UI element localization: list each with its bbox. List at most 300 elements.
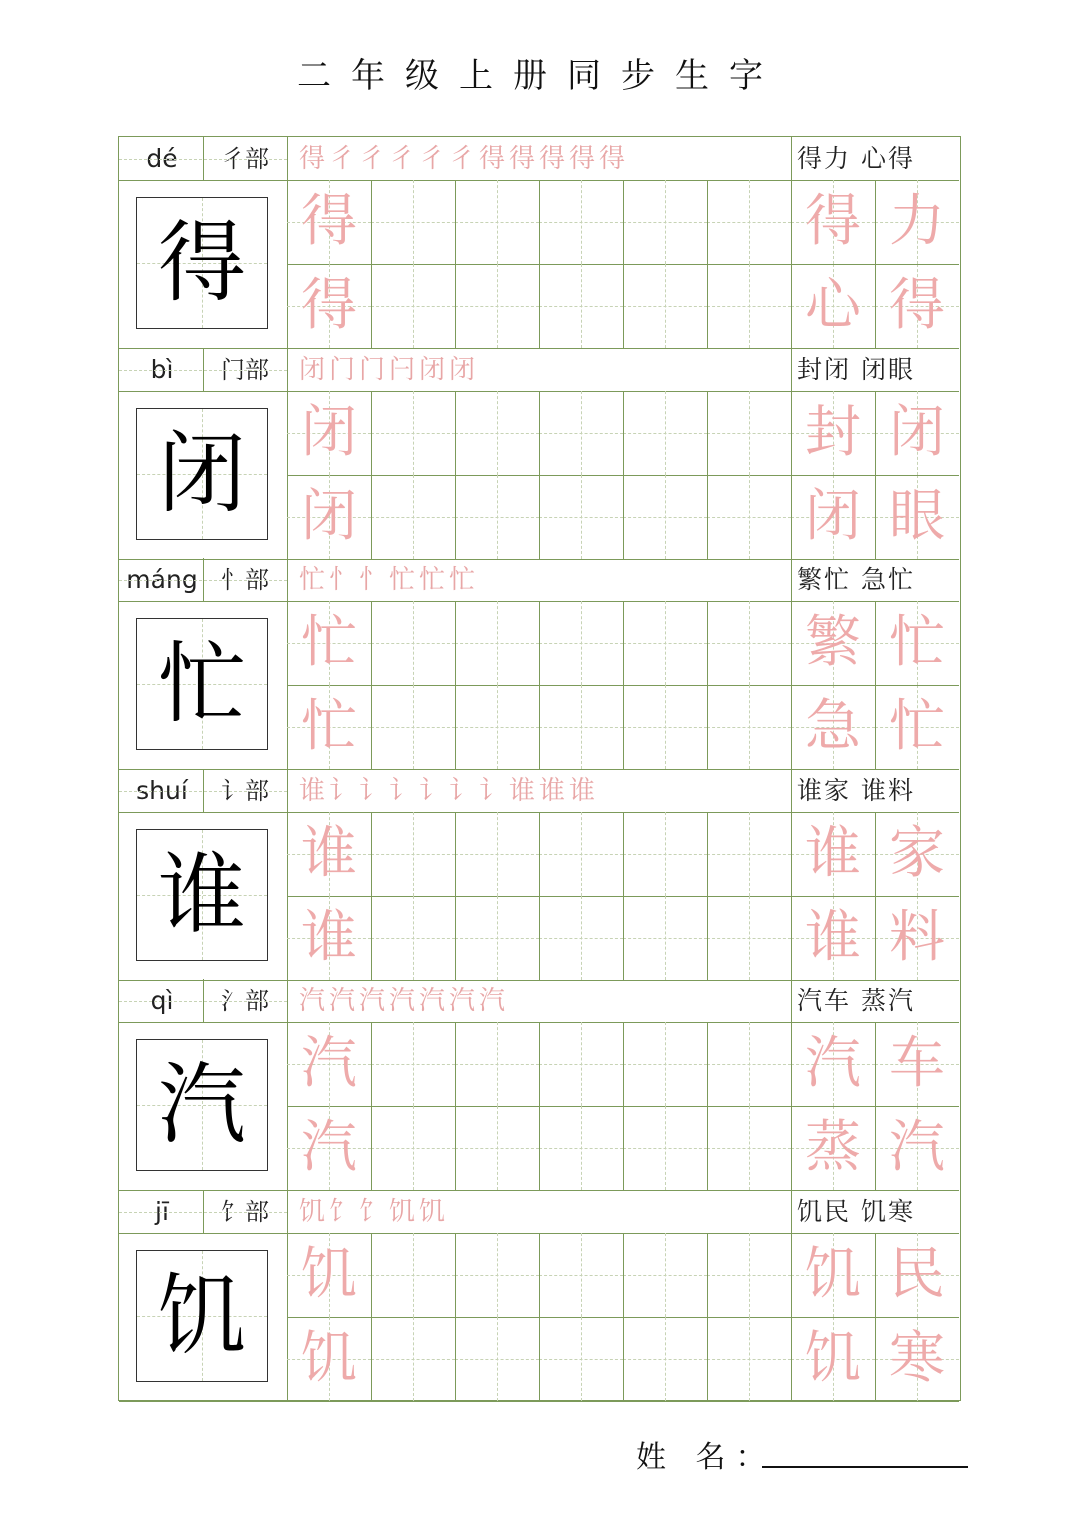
word-trace-character: 汽 [889,1115,945,1180]
grid-line [623,685,624,769]
grid-line [623,1022,624,1106]
grid-line [371,180,372,264]
practice-cell[interactable] [371,1317,455,1401]
practice-cell[interactable] [539,475,623,559]
guide-line [581,264,582,348]
practice-sheet [118,136,961,1401]
guide-line [581,1022,582,1106]
guide-line [749,1106,750,1190]
practice-cell[interactable] [455,1233,539,1317]
grid-line [455,1106,456,1190]
practice-cell[interactable] [287,180,371,264]
guide-line [413,896,414,980]
practice-cell[interactable] [539,264,623,348]
practice-cell[interactable] [623,475,707,559]
grid-line [707,264,708,348]
grid-line [791,1106,959,1107]
word-cell[interactable] [791,601,875,685]
stroke-order: 谁讠讠讠讠讠讠谁谁谁 [299,775,600,806]
pinyin-label: shuí [136,775,188,805]
word-cell[interactable] [875,896,959,980]
radical-label: 忄部 [221,566,269,594]
grid-line [707,391,708,475]
guide-line [119,159,287,160]
word-trace-character: 民 [889,1241,945,1307]
guide-line [665,1022,666,1106]
word-trace-character: 忙 [889,694,945,759]
guide-line [581,475,582,559]
grid-line [539,391,540,475]
grid-line [791,685,959,686]
guide-line [749,685,750,769]
practice-cell[interactable] [623,1022,707,1106]
practice-cell[interactable] [371,896,455,980]
guide-line [497,1317,498,1401]
grid-line [539,896,540,980]
word-trace-character: 封 [805,399,861,465]
guide-line [665,601,666,685]
practice-cell[interactable] [707,1233,791,1317]
grid-line [455,180,456,264]
trace-character: 忙 [301,694,357,759]
trace-character: 汽 [301,1031,357,1096]
guide-line [581,1106,582,1190]
word-cell[interactable] [791,1022,875,1106]
grid-line [371,264,372,348]
model-character-box [136,618,268,750]
word-trace-character: 闭 [805,483,861,549]
example-words: 谁家 谁料 [797,775,915,805]
practice-cell[interactable] [455,896,539,980]
stroke-order: 闭门门闩闭闭 [299,354,480,385]
grid-line [371,685,372,769]
word-cell[interactable] [791,391,875,475]
practice-cell[interactable] [539,812,623,896]
grid-line [455,1233,456,1317]
radical-label: 饣部 [221,1197,269,1226]
practice-cell[interactable] [371,264,455,348]
practice-cell[interactable] [707,1106,791,1190]
guide-line [749,896,750,980]
practice-cell[interactable] [455,475,539,559]
grid-line [539,1022,540,1106]
grid-line [371,1106,372,1190]
practice-cell[interactable] [539,601,623,685]
trace-character: 得 [301,273,357,338]
radical-label: 彳部 [221,145,269,173]
word-trace-character: 饥 [805,1241,861,1307]
guide-line [749,475,750,559]
word-cell[interactable] [791,1317,875,1401]
word-cell[interactable] [875,264,959,348]
word-cell[interactable] [875,1106,959,1190]
character-block [119,348,959,559]
guide-line [665,685,666,769]
model-character-box [136,1039,268,1171]
word-trace-character: 寒 [889,1325,945,1391]
word-cell[interactable] [875,1022,959,1106]
practice-cell[interactable] [287,1022,371,1106]
grid-line [455,685,456,769]
guide-line [665,391,666,475]
guide-line [749,812,750,896]
grid-line [791,1317,959,1318]
practice-cell[interactable] [287,601,371,685]
grid-line [455,475,456,559]
model-character: 饥 [157,1263,246,1367]
practice-cell[interactable] [623,896,707,980]
practice-cell[interactable] [455,1106,539,1190]
practice-cell[interactable] [455,391,539,475]
practice-cell[interactable] [707,896,791,980]
grid-line [371,1317,372,1401]
grid-line [623,180,624,264]
word-cell[interactable] [791,812,875,896]
trace-character: 汽 [301,1115,357,1180]
guide-line [413,391,414,475]
guide-line [497,264,498,348]
model-character-box [136,829,268,961]
practice-cell[interactable] [707,685,791,769]
practice-cell[interactable] [371,180,455,264]
guide-line [413,264,414,348]
word-cell[interactable] [791,1233,875,1317]
radical-label: 讠部 [221,776,269,805]
guide-line [665,1233,666,1317]
practice-cell[interactable] [539,1106,623,1190]
practice-cell[interactable] [455,180,539,264]
word-cell[interactable] [875,685,959,769]
guide-line [665,180,666,264]
grid-line [371,601,372,685]
character-block [119,137,959,348]
guide-line [413,475,414,559]
grid-line [707,685,708,769]
word-trace-character: 车 [889,1031,945,1096]
practice-cell[interactable] [707,180,791,264]
practice-cell[interactable] [287,685,371,769]
character-block [119,1190,959,1401]
practice-cell[interactable] [623,1106,707,1190]
word-cell[interactable] [791,685,875,769]
guide-line [119,580,287,581]
word-cell[interactable] [875,1317,959,1401]
practice-cell[interactable] [455,601,539,685]
practice-cell[interactable] [287,1233,371,1317]
practice-cell[interactable] [371,685,455,769]
grid-line [707,812,708,896]
practice-cell[interactable] [707,601,791,685]
word-cell[interactable] [791,1106,875,1190]
model-character-box [136,197,268,329]
model-character: 汽 [157,1053,246,1156]
grid-line [455,1317,456,1401]
guide-line [581,812,582,896]
grid-line [791,264,959,265]
guide-line [497,1022,498,1106]
practice-cell[interactable] [623,264,707,348]
guide-line [119,1001,287,1002]
practice-cell[interactable] [707,812,791,896]
grid-line [455,1022,456,1106]
grid-line [371,391,372,475]
word-cell[interactable] [791,475,875,559]
grid-line [623,1233,624,1317]
grid-line [371,475,372,559]
word-trace-character: 谁 [805,820,861,886]
grid-line [623,391,624,475]
practice-cell[interactable] [623,391,707,475]
guide-line [665,812,666,896]
grid-line [371,896,372,980]
word-cell[interactable] [791,180,875,264]
practice-cell[interactable] [371,601,455,685]
grid-line [455,896,456,980]
grid-line [539,1106,540,1190]
word-cell[interactable] [875,180,959,264]
stroke-order: 汽汽汽汽汽汽汽 [299,986,510,1016]
practice-cell[interactable] [371,1022,455,1106]
practice-cell[interactable] [623,601,707,685]
grid-line [791,896,959,897]
grid-line [623,896,624,980]
example-words: 繁忙 急忙 [797,565,915,594]
word-trace-character: 眼 [889,483,945,549]
guide-line [497,180,498,264]
grid-line [119,1401,959,1402]
guide-line [749,1022,750,1106]
word-trace-character: 忙 [889,610,945,675]
practice-cell[interactable] [623,180,707,264]
grid-line [623,264,624,348]
practice-cell[interactable] [539,685,623,769]
practice-cell[interactable] [455,812,539,896]
guide-line [497,896,498,980]
practice-cell[interactable] [539,1317,623,1401]
word-cell[interactable] [875,475,959,559]
practice-cell[interactable] [623,812,707,896]
practice-cell[interactable] [371,812,455,896]
guide-line [581,1317,582,1401]
example-words: 得力 心得 [797,144,915,173]
guide-line [665,264,666,348]
trace-character: 闭 [301,483,357,549]
grid-line [707,1106,708,1190]
word-trace-character: 谁 [805,904,861,970]
stroke-order: 饥饣饣饥饥 [299,1196,450,1227]
guide-line [665,1106,666,1190]
practice-cell[interactable] [539,391,623,475]
practice-cell[interactable] [455,685,539,769]
model-character-box [136,1250,268,1382]
guide-line [413,1106,414,1190]
guide-line [581,601,582,685]
name-input-line[interactable] [762,1466,968,1468]
guide-line [119,791,287,792]
grid-line [539,264,540,348]
practice-cell[interactable] [707,1317,791,1401]
trace-character: 得 [301,189,357,254]
model-character-box [136,408,268,540]
practice-cell[interactable] [623,1317,707,1401]
word-trace-character: 繁 [805,610,861,675]
practice-cell[interactable] [287,475,371,559]
word-trace-character: 闭 [889,399,945,465]
practice-cell[interactable] [287,264,371,348]
grid-line [371,1022,372,1106]
guide-line [581,1233,582,1317]
word-trace-character: 饥 [805,1325,861,1391]
practice-cell[interactable] [539,896,623,980]
grid-line [623,1106,624,1190]
practice-cell[interactable] [455,264,539,348]
pinyin-label: máng [126,565,198,594]
practice-cell[interactable] [539,1233,623,1317]
guide-line [497,685,498,769]
practice-cell[interactable] [707,391,791,475]
guide-line [497,812,498,896]
character-block [119,769,959,980]
guide-line [749,180,750,264]
guide-line [413,812,414,896]
word-cell[interactable] [875,1233,959,1317]
radical-label: 氵部 [221,987,269,1015]
pinyin-label: qì [150,986,174,1015]
grid-line [791,475,959,476]
guide-line [413,1317,414,1401]
practice-cell[interactable] [623,1233,707,1317]
word-cell[interactable] [875,601,959,685]
practice-cell[interactable] [287,391,371,475]
practice-cell[interactable] [287,812,371,896]
grid-line [371,812,372,896]
word-trace-character: 得 [889,273,945,338]
grid-line [539,1233,540,1317]
guide-line [413,1233,414,1317]
word-cell[interactable] [875,391,959,475]
grid-line [623,1317,624,1401]
guide-line [665,896,666,980]
practice-cell[interactable] [707,1022,791,1106]
stroke-order: 忙忄忄忙忙忙 [299,565,480,595]
grid-line [539,1317,540,1401]
practice-cell[interactable] [287,896,371,980]
grid-line [707,1022,708,1106]
practice-cell[interactable] [623,685,707,769]
guide-line [665,475,666,559]
grid-line [539,812,540,896]
pinyin-label: bì [150,354,174,384]
practice-cell[interactable] [287,1106,371,1190]
grid-line [707,180,708,264]
grid-line [539,601,540,685]
practice-cell[interactable] [707,264,791,348]
trace-character: 饥 [301,1241,357,1307]
example-words: 饥民 饥寒 [797,1196,915,1226]
trace-character: 闭 [301,399,357,465]
grid-line [707,896,708,980]
guide-line [497,1106,498,1190]
word-trace-character: 蒸 [805,1115,861,1180]
practice-cell[interactable] [371,1106,455,1190]
practice-cell[interactable] [707,475,791,559]
word-trace-character: 心 [805,273,861,338]
practice-cell[interactable] [371,1233,455,1317]
name-label: 姓 名： [636,1440,776,1475]
character-block [119,979,959,1190]
grid-line [707,601,708,685]
grid-line [455,601,456,685]
practice-cell[interactable] [539,1022,623,1106]
grid-line [371,1233,372,1317]
stroke-order: 得彳彳彳彳彳得得得得得 [299,144,630,174]
word-cell[interactable] [791,896,875,980]
practice-cell[interactable] [455,1022,539,1106]
practice-cell[interactable] [287,1317,371,1401]
guide-line [749,391,750,475]
trace-character: 饥 [301,1325,357,1391]
trace-character: 忙 [301,610,357,675]
guide-line [413,685,414,769]
word-cell[interactable] [875,812,959,896]
radical-label: 门部 [221,355,269,384]
model-character: 忙 [157,632,246,735]
model-character: 得 [157,211,246,314]
word-trace-character: 急 [805,694,861,759]
guide-line [497,391,498,475]
grid-line [539,685,540,769]
guide-line [497,601,498,685]
word-trace-character: 得 [805,189,861,254]
guide-line [413,180,414,264]
grid-line [455,812,456,896]
grid-line [455,391,456,475]
guide-line [413,601,414,685]
pinyin-label: jī [155,1196,169,1226]
word-cell[interactable] [791,264,875,348]
trace-character: 谁 [301,820,357,886]
guide-line [581,180,582,264]
grid-line [707,1233,708,1317]
word-trace-character: 汽 [805,1031,861,1096]
guide-line [581,896,582,980]
grid-line [623,812,624,896]
word-trace-character: 力 [889,189,945,254]
guide-line [749,601,750,685]
example-words: 封闭 闭眼 [797,354,915,384]
grid-line [707,1317,708,1401]
guide-line [497,475,498,559]
guide-line [119,370,287,371]
grid-line [455,264,456,348]
guide-line [581,685,582,769]
guide-line [497,1233,498,1317]
model-character: 闭 [157,421,246,525]
guide-line [119,1212,287,1213]
model-character: 谁 [157,842,246,946]
practice-cell[interactable] [371,391,455,475]
grid-line [539,180,540,264]
practice-cell[interactable] [539,180,623,264]
guide-line [749,1233,750,1317]
practice-cell[interactable] [455,1317,539,1401]
guide-line [581,391,582,475]
practice-cell[interactable] [371,475,455,559]
grid-line [707,475,708,559]
guide-line [665,1317,666,1401]
pinyin-label: dé [146,144,178,173]
word-trace-character: 料 [889,904,945,970]
